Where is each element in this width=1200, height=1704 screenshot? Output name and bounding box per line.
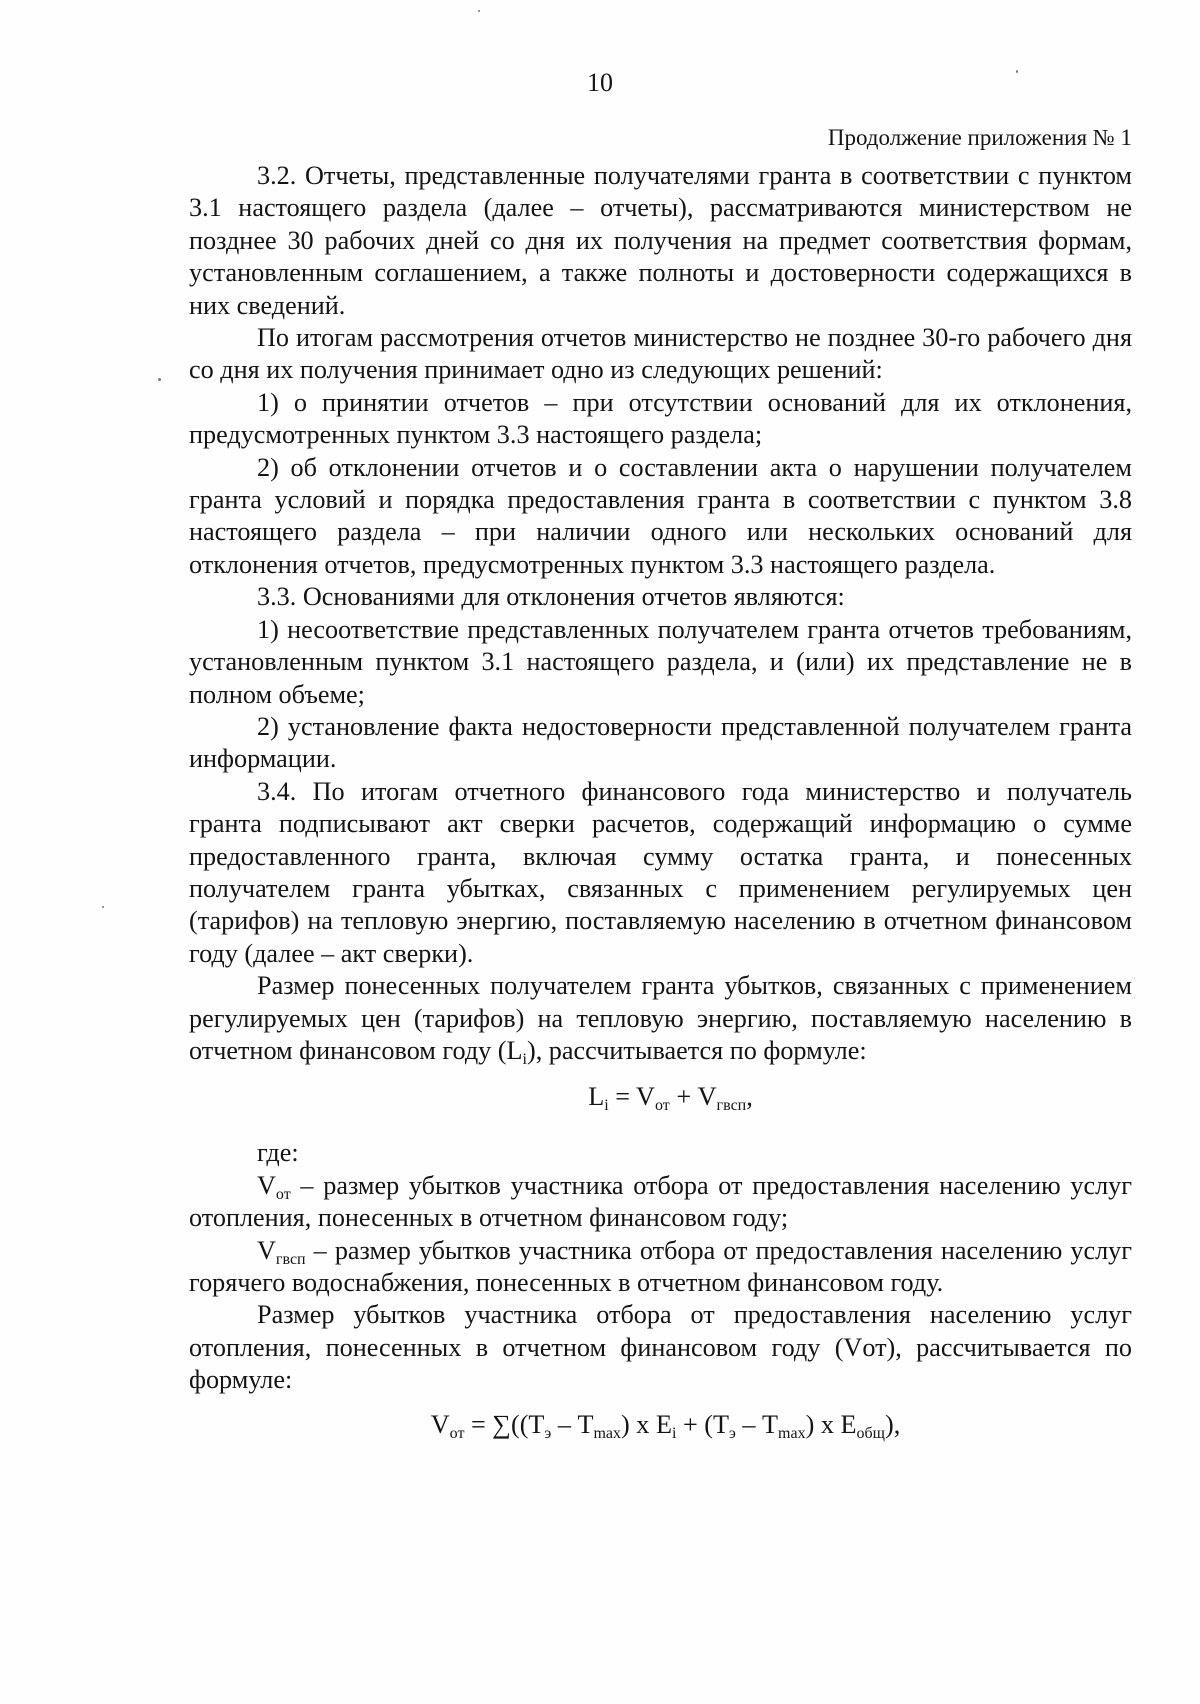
subscript: э — [544, 1424, 552, 1442]
text: Размер понесенных получателем гранта убытков, связанных с применением регулируемых цен (тарифов) на тепловую энергию, поставляемую населению в отчетном финансовом году (L — [189, 971, 1132, 1065]
formula-symbol: – Т — [735, 1409, 779, 1439]
formula-symbol: ) х Е — [805, 1409, 857, 1439]
subscript: max — [778, 1424, 806, 1442]
paragraph-3-2: 3.2. Отчеты, представленные получателями гранта в соответствии с пунктом 3.1 настоящего раздела (далее – отчеты), рассматриваются министерством не позднее 30 рабочих дней со дня их получения на предмет соответствия формам, установленным соглашением, а также полноты и достоверности содержащихся в них сведений. — [189, 161, 1132, 320]
page-number: 10 — [587, 68, 613, 97]
subscript: i — [671, 1424, 677, 1442]
formula-symbol: L — [588, 1082, 605, 1112]
list-item-2: 2) об отклонении отчетов и о составлении акта о нарушении получателем гранта условий и порядка предоставления гранта в соответствии с пунктом 3.8 настоящего раздела – при наличии одного или нескольких оснований для отклонения отчетов, предусмотренных пунктом 3.3 настоящего раздела. — [189, 452, 1132, 579]
paragraph-review-results: По итогам рассмотрения отчетов министерство не позднее 30-го рабочего дня со дня их получения принимает одно из следующих решений: — [189, 323, 1132, 385]
scan-speck — [102, 906, 104, 908]
list-item-2: 2) установление факта недостоверности представленной получателем гранта информации. — [189, 711, 1132, 774]
list-item-1: 1) о принятии отчетов – при отсутствии оснований для их отклонения, предусмотренных пунктом 3.3 настоящего раздела; — [189, 387, 1132, 450]
text: – размер убытков участника отбора от предоставления населению услуг горячего водоснабжения, понесенных в отчетном финансовом году. — [189, 1235, 1132, 1297]
list-item-1: 1) несоответствие представленных получателем гранта отчетов требованиям, установленным пунктом 3.1 настоящего раздела, и (или) их представление не в полном объеме; — [189, 614, 1132, 709]
paragraph-3-3: 3.3. Основаниями для отклонения отчетов являются: — [257, 582, 845, 612]
subscript: от — [275, 1185, 291, 1203]
paragraph-loss-size — [189, 970, 1132, 1067]
subscript: общ — [856, 1424, 885, 1442]
formula-symbol: = V — [608, 1082, 655, 1112]
subscript: i — [604, 1097, 609, 1115]
text: – размер убытков участника отбора от предоставления населению услуг отопления, понесенных в отчетном финансовом году; — [189, 1170, 1132, 1233]
definition-v-gvsp — [189, 1235, 1132, 1300]
formula-symbol: ), — [884, 1409, 901, 1439]
where-label: где: — [257, 1138, 299, 1168]
text: ), рассчитывается по формуле: — [526, 1035, 867, 1065]
definition-v-ot — [189, 1170, 1132, 1235]
paragraph-3-4: 3.4. По итогам отчетного финансового года министерство и получатель гранта подписывают акт сверки расчетов, содержащий информацию о сумме предоставленного гранта, включая сумму остатка гранта, и понесенных получателем гранта убытках, связанных с применением регулируемых цен (тарифов) на тепловую энергию, поставляемую населению в отчетном финансовом году (далее – акт сверки). — [189, 776, 1132, 968]
formula-symbol: V — [257, 1235, 276, 1265]
formula-heating-losses — [189, 1409, 1132, 1441]
subscript: от — [449, 1424, 465, 1442]
formula-symbol: ) х Е — [621, 1409, 672, 1439]
formula-symbol: , — [746, 1082, 753, 1112]
subscript: от — [654, 1097, 670, 1115]
formula-symbol: + V — [669, 1082, 717, 1112]
formula-symbol: V — [257, 1170, 276, 1200]
subscript: i — [522, 1050, 527, 1068]
body-text — [189, 160, 1132, 1457]
scan-speck — [478, 10, 480, 12]
formula-symbol: + (Т — [676, 1409, 729, 1439]
subscript: гвсп — [716, 1097, 747, 1115]
formula-symbol: = ∑((Т — [464, 1409, 545, 1439]
scan-speck — [158, 378, 161, 381]
subscript: э — [728, 1424, 736, 1442]
formula-symbol: V — [430, 1409, 450, 1439]
running-head: Продолжение приложения № 1 — [827, 125, 1132, 150]
subscript: гвсп — [275, 1250, 306, 1268]
subscript: max — [593, 1424, 622, 1442]
formula-total-losses — [189, 1081, 1132, 1113]
paragraph-heating-losses: Размер убытков участника отбора от предоставления населению услуг отопления, понесенных в отчетном финансовом году (Vот), рассчитывается по формуле: — [189, 1300, 1132, 1395]
formula-symbol: – Т — [551, 1409, 594, 1439]
